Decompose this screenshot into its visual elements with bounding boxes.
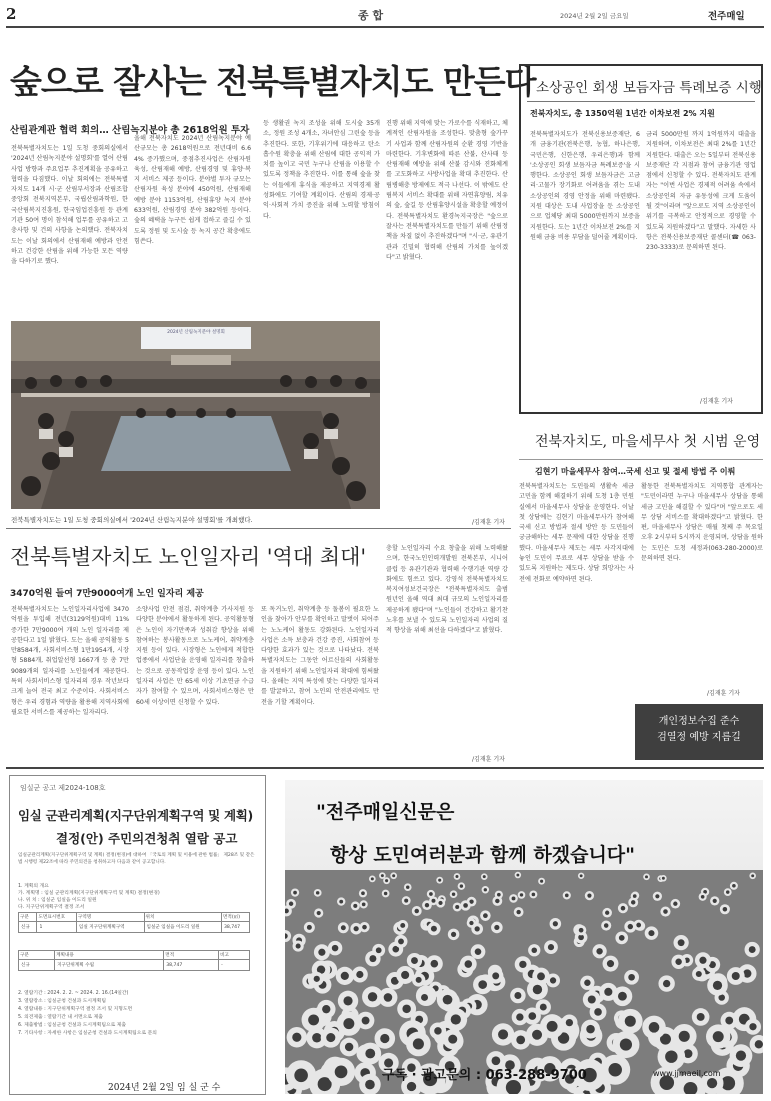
article1-byline: /김재훈 기자 (472, 519, 505, 526)
notice-item: 나. 위 치 : 임실군 임실읍 이도리 일원 (18, 898, 97, 903)
table-cell: 신규 (19, 960, 55, 971)
notice-title-line1: 임실 군관리계획(지구단위계획구역 및 계획) (18, 808, 253, 823)
notice-item: 5. 의견제출 : 열람기간 내 서면으로 제출 (18, 1015, 103, 1020)
notice-table1 (18, 912, 250, 933)
article4-byline: /김재훈 기자 (472, 756, 505, 763)
notice-table2 (18, 950, 250, 971)
article2-rule (527, 101, 755, 102)
article3-rule (519, 459, 763, 460)
notice-label: 임실군 공고 제2024-108호 (20, 784, 106, 792)
article1-headline: 숲으로 잘사는 전북특별자치도 만든다 (10, 62, 536, 101)
table-header: 위치 (144, 913, 221, 922)
header-rule (6, 26, 764, 28)
table-cell: 임실 지구단위계획구역 (76, 922, 144, 933)
article1-col2: 올해 전북자치도 2024년 산림녹지분야 예산규모는 총 2618억원으로 전년대비 6.64% 증가했으며, 중점추진사업은 산림자원 육성, 산림재해 예방, 산림경영 및 휴양·복지 서비스 제공 등이다. 분야별 투자 규모는 산림자원 육성 분야에 450억원, 산림재해 예방 분야 1153억원, 산림휴양 녹지 분야 633억원, 산림경영 분야 382억원 등이다. 숲의 혜택을 누구든 쉽게 접하고 즐길 수 있도록 정원 및 도시숲 등 녹지 공간 확충에도 힘쓴다. (134, 135, 251, 245)
notice-item: 1. 계획의 개요 (18, 884, 49, 889)
article4-col3: 또 독거노인, 취약계층 등 돌봄이 필요한 노인을 찾아가 안부를 확인하고 말벗이 되어주는 노노케어 활동도 강화된다. 노인일자리 사업은 소득 보충과 건강 증진, 사회참여 등 다양한 효과가 있는 것으로 나타났다. 전북특별자치도는 그동안 어르신들의 사회활동을 지원하기 위해 노인일자리 확대에 힘써왔다. 올해는 지역 특성에 맞는 다양한 일자리를 발굴하고, 참여 노인의 안전관리에도 만전을 기할 계획이다. (261, 606, 379, 706)
notice-items-a (18, 883, 256, 911)
advertisement (285, 780, 763, 1094)
article1-col1: 전북특별자치도는 1일 도청 중회의실에서 '2024년 산림녹지분야 설명회'를 열어 산림사업 방향과 주요업무 추진계획을 공유하고 협력을 다짐했다. 이날 회의에는 전북특별자치도 14개 시·군 산림부서장과 산림조합중앙회 전북지역본부, 국립산림과학원, 한국산림복지진흥원, 한국임업진흥원 등 관계기관 50여 명이 참석해 업무를 공유하고 고충사항 및 건의 사항을 논의했다. 전북자치도는 이날 회의에서 산림재해 예방과 안전하고 건강한 산림을 위해 가능한 모든 역량을 다하기로 했다. (11, 145, 128, 266)
table-header: 구분 (19, 913, 37, 922)
section-title: 종 합 (358, 9, 384, 22)
table-cell: 지구단위계획 수립 (55, 960, 164, 971)
notice-intro: 임실군관리계획(지구단위계획구역 및 계획) 결정(변경)에 대하여 「국토의 계획 및 이용에 관한 법률」 제28조 및 같은 법 시행령 제22조에 따라 주민의견을 청취하고자 다음과 같이 공고합니다. (18, 853, 255, 865)
article3-col2: 활동한 전북특별자치도 지역통합 관계자는 "도민이라면 누구나 마을세무사 상담을 통해 세금 고민을 해결할 수 있다"며 "앞으로도 세무 상담 서비스를 확대하겠다"고 밝혔다. 한편, 마을세무사 상담은 매월 첫째 주 목요일 오후 2시부터 5시까지 운영되며, 상담을 원하는 도민은 도청 세정과(063-280-2000)로 문의하면 된다. (641, 483, 763, 563)
table-cell: 1 (37, 922, 76, 933)
article2-byline: /김재훈 기자 (700, 398, 733, 405)
privacy-slogan-box (635, 704, 763, 760)
article1-col4: 진행 위해 지역에 맞는 가로수를 식재하고, 체계적인 산림자원을 조성한다. 맞춤형 숲가꾸기 사업과 함께 산림자원의 순환 경영 기반을 마련한다. 기후변화에 따른 산불, 산사태 등 산림재해 예방을 위해 산불 감시와 진화체계를 고도화하고 사방사업을 확대 추진한다. 산림병해충 방제에도 적극 나선다. 이 밖에도 산림복지 서비스 확대를 위해 자연휴양림, 치유의 숲, 숲길 등 산림휴양시설을 확충할 예정이다. 전북특별자치도 환경녹지국장은 "숲으로 잘사는 전북특별자치도를 만들기 위해 산림정책을 차질 없이 추진하겠다"며 "시·군, 유관기관과 긴밀히 협력해 산림의 가치를 높이겠다"고 밝혔다. (386, 120, 508, 261)
table-cell: 임실군 임실읍 이도리 일원 (144, 922, 221, 933)
photo-banner-text: 2024년 산림녹지분야 설명회 (167, 330, 225, 335)
notice-signature: 2024년 2월 2일 임 실 군 수 (108, 1083, 221, 1093)
article4-headline: 전북특별자치도 노인일자리 '역대 최대' (10, 545, 367, 569)
table-cell: 38,747 (221, 922, 249, 933)
table-cell: 신규 (19, 922, 37, 933)
article2-col2: 금리 5000만원 까지 1억원까지 대출을 지원하며, 이차보전은 최대 2%를 1년간 지원한다. 대출은 오는 5일부터 전북신용보증재단 각 지점과 참여 금융기관 영업점에서 신청할 수 있다. 전북자치도 관계자는 "이번 사업은 경제적 어려움 속에서 소상공인의 자금 유동성에 크게 도움이 될 것"이라며 "앞으로도 지역 소상공인이 위기를 극복하고 안정적으로 경영할 수 있도록 지원하겠다"고 말했다. 자세한 사항은 전북신용보증재단 콜센터(☎ 063-230-3333)로 문의하면 된다. (646, 131, 756, 252)
slogan-line2: 검열정 예방 지름길 (657, 732, 741, 743)
article1-col3: 등 생활권 녹지 조성을 위해 도시숲 35개소, 정원 조성 4개소, 자녀안심 그린숲 등을 추진한다. 또한, 기후위기에 대응하고 탄소흡수원 확충을 위해 산림에 대한 공익적 가치를 높이고 국민 누구나 산림을 이용할 수 있도록 정책을 추진한다. 이를 통해 숲을 찾는 이들에게 휴식을 제공하고 지역경제 활성화에도 기여할 계획이다. 산림의 경제·공익·사회적 가치 증진을 위해 노력할 방침이다. (263, 120, 380, 220)
table-cell: - (219, 960, 250, 971)
table-cell: 38,747 (164, 960, 219, 971)
article4-col2: 소양사업 안전 점검, 취약계층 가사지원 등 다양한 분야에서 활동하게 된다. 공익활동형은 노인이 자기만족과 성취감 향상을 위해 참여하는 봉사활동으로 노노케어, 취약계층 지원 등이 있다. 시장형은 노인에게 적합한 업종에서 사업단을 운영해 일자리를 창출하는 것으로 공동작업장 운영 등이 있다. 노인일자리 사업은 만 65세 이상 기초연금 수급자가 참여할 수 있으며, 사회서비스형은 만 60세 이상이면 신청할 수 있다. (136, 606, 254, 706)
table-header: 구분 (19, 951, 55, 960)
article4-col1: 전북특별자치도는 노인일자리사업에 3470억원을 투입해 전년(3129억원)대비 11% 증가한 7만9000여 개의 노인 일자리를 제공한다고 1일 밝혔다. 도는 올해 공익활동 5만8584개, 사회서비스형 1만1954개, 시장형 5884개, 취업알선형 1667개 등 총 7만9089개의 일자리를 노인들에게 제공한다. 특히 사회서비스형 일자리의 경우 작년보다 크게 늘어 전국 최고 수준이다. 사회서비스형은 우리 경험과 역량을 활용해 지역사회에 필요한 서비스를 제공하는 일자리다. (11, 606, 129, 716)
ad-quote-line1: "전주매일신문은 (316, 801, 455, 823)
ad-quote-line2: 항상 도민여러분과 함께 하겠습니다" (330, 844, 636, 866)
table-header: 면적(㎡) (221, 913, 249, 922)
table-header: 비고 (219, 951, 250, 960)
article3-col1: 전북특별자치도는 도민들의 생활속 세금 고민을 함께 해결하기 위해 도청 1층 민원실에서 마을세무사 상담을 운영한다. 이날 첫 상담에는 김현기 마을세무사가 참여해 국세 신고 방법과 절세 방안 등 도민들이 궁금해하는 세무 문제에 대한 상담을 진행했다. 마을세무사 제도는 세무 사각지대에 놓인 도민이 무료로 세무 상담을 받을 수 있도록 지원하는 제도다. 상담 희망자는 사전에 전화로 예약하면 된다. (519, 483, 634, 583)
ad-website: www.jjmaeil.com (653, 1069, 721, 1078)
sunflower-field-image (285, 780, 763, 1094)
slogan-line1: 개인정보수집 준수 (658, 716, 740, 727)
notice-item: 2. 열람기간 : 2024. 2. 2. ~ 2024. 2. 16.(14일간) (18, 991, 129, 996)
article1-photo-caption: 전북특별자치도는 1일 도청 중회의실에서 '2024년 산림녹지분야 설명회'를 개최했다. (11, 516, 253, 524)
table-header: 면적 (164, 951, 219, 960)
article1-photo (11, 321, 380, 509)
article4-subhead: 3470억원 들여 7만9000여개 노인 일자리 제공 (10, 589, 204, 599)
article3-byline: /김재훈 기자 (707, 690, 740, 697)
article4-col4: 충할 노인일자리 수요 창출을 위해 노력해왔으며, 한국노인인력개발원 전북본부, 시니어클럽 등 유관기관과 협력해 수행기관 역량 강화에도 힘쓰고 있다. 강영석 전북특별자치도 복지여성보건국장은 "전북특별자치도 출범 원년인 올해 역대 최대 규모의 노인일자리를 제공하게 됐다"며 "노인들이 건강하고 활기찬 노후를 보낼 수 있도록 노인일자리 사업의 질적 향상을 위해 최선을 다하겠다"고 밝혔다. (386, 545, 508, 635)
article3-headline: 전북자치도, 마을세무사 첫 시범 운영 (535, 434, 761, 450)
ad-contact: 구독 · 광고문의 : 063-288-9700 (382, 1068, 587, 1083)
table-header: 계획내용 (55, 951, 164, 960)
notice-item: 4. 열람내용 : 지구단위계획구역 결정 조서 및 지형도면 (18, 1007, 133, 1012)
page-number: 2 (6, 5, 17, 23)
notice-items-b (18, 990, 256, 1038)
issue-date: 2024년 2월 2일 금요일 (560, 12, 629, 20)
article2-col1: 전북특별자치도가 전북신용보증재단, 6개 금융기관(전북은행, 농협, 하나은행, 국민은행, 신한은행, 우리은행)과 함께 '소상공인 회생 보듬자금 특례보증'을 시행한다. 소상공인 회생 보듬자금은 고금리·고물가 장기화로 어려움을 겪는 도내 소상공인의 경영 안정을 위해 마련됐다. 지원 대상은 도내 사업장을 둔 소상공인으로 업체당 최대 5000만원까지 보증을 지원한다. 도는 1년간 이차보전 2%를 지원해 금융 비용 부담을 덜어줄 계획이다. (530, 131, 640, 241)
article3-subhead: 김현기 마을세무사 참여…국세 신고 및 절세 방법 주 이뤄 (535, 467, 736, 476)
notice-item: 다. 지구단위계획구역 결정 조서 (18, 905, 85, 910)
paper-name: 전주매일 (708, 11, 745, 22)
article1-subhead: 산림관계관 협력 회의… 산림녹지분야 총 2618억원 투자 (10, 125, 250, 136)
table-header: 구역명 (76, 913, 144, 922)
notice-item: 3. 열람장소 : 임실군청 건설과 도시계획팀 (18, 999, 106, 1004)
ad-section-rule (6, 767, 764, 769)
notice-item: 6. 제출방법 : 임실군청 건설과 도시계획팀으로 제출 (18, 1023, 127, 1028)
table-header: 도면표시번호 (37, 913, 76, 922)
article2-headline: 소상공인 회생 보듬자금 특례보증 시행 (536, 80, 762, 96)
notice-item: 가. 계획명 : 임실 군관리계획(지구단위계획구역 및 계획) 결정(변경) (18, 891, 160, 896)
article4-top-rule (6, 528, 511, 529)
notice-item: 7. 기타사항 : 자세한 사항은 임실군청 건설과 도시계획팀으로 문의 (18, 1031, 157, 1036)
notice-title-line2: 결정(안) 주민의견청취 열람 공고 (56, 831, 238, 846)
article2-subhead: 전북자치도, 총 1350억원 1년간 이차보전 2% 지원 (530, 109, 715, 118)
